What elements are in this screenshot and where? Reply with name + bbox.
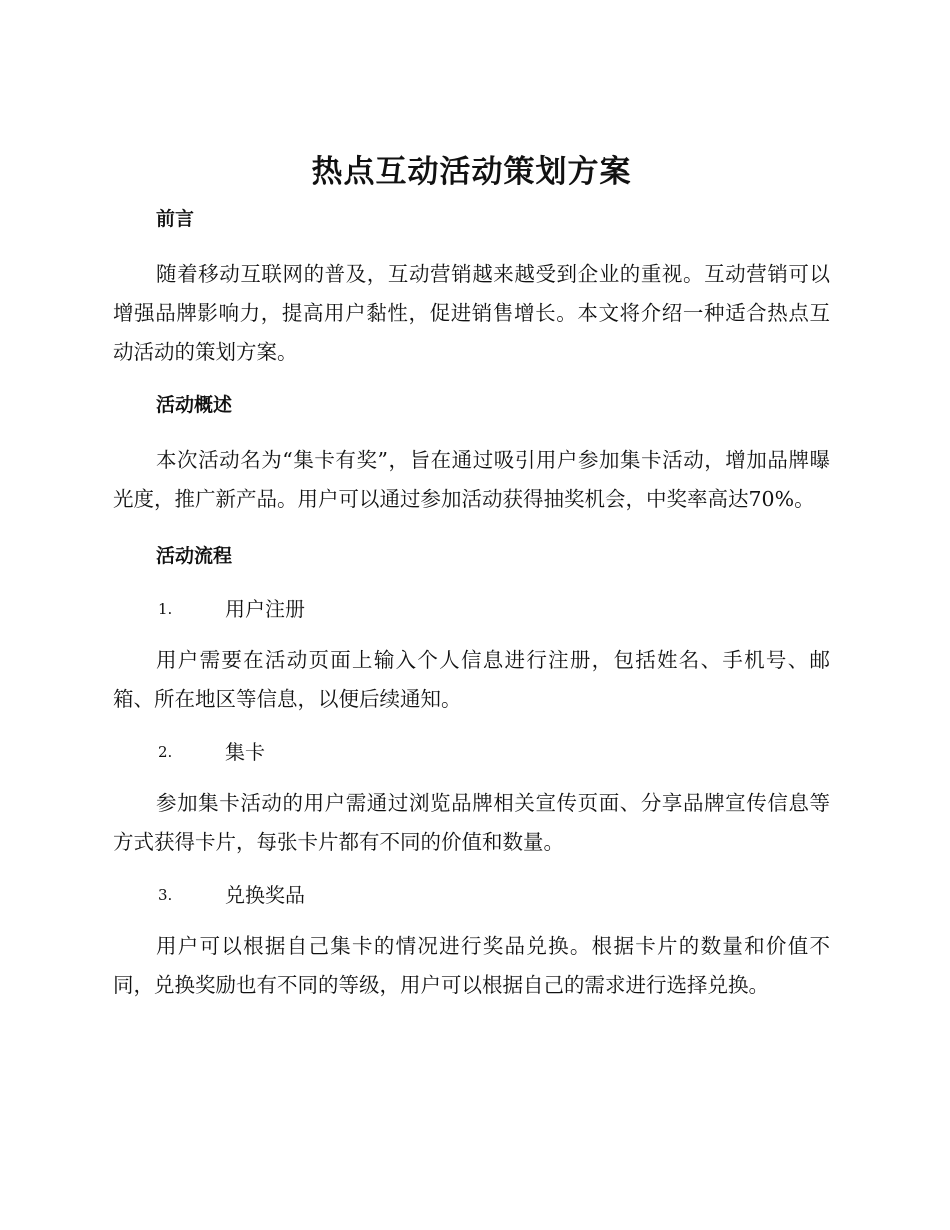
section-heading-overview: 活动概述 <box>156 394 233 416</box>
step-2-paragraph: 参加集卡活动的用户需通过浏览品牌相关宣传页面、分享品牌宣传信息等方式获得卡片，每张卡片都有不同的价值和数量。 <box>113 791 830 854</box>
step-number: 1. <box>158 600 173 618</box>
section-heading-process: 活动流程 <box>156 545 233 567</box>
step-number: 3. <box>158 886 173 904</box>
document-body <box>113 150 830 1005</box>
step-1-paragraph: 用户需要在活动页面上输入个人信息进行注册，包括姓名、手机号、邮箱、所在地区等信息，以便后续通知。 <box>113 648 830 711</box>
step-label: 集卡 <box>225 740 265 764</box>
step-label: 用户注册 <box>225 597 305 621</box>
step-label: 兑换奖品 <box>225 883 305 907</box>
process-step-1 <box>113 595 830 623</box>
process-step-2 <box>113 738 830 766</box>
process-step-3 <box>113 881 830 909</box>
step-number: 2. <box>158 743 173 761</box>
overview-paragraph: 本次活动名为“集卡有奖”，旨在通过吸引用户参加集卡活动，增加品牌曝光度，推广新产品。用户可以通过参加活动获得抽奖机会，中奖率高达70%。 <box>113 448 830 511</box>
step-3-paragraph: 用户可以根据自己集卡的情况进行奖品兑换。根据卡片的数量和价值不同，兑换奖励也有不同的等级，用户可以根据自己的需求进行选择兑换。 <box>113 934 830 997</box>
section-heading-preface: 前言 <box>156 208 195 230</box>
preface-paragraph: 随着移动互联网的普及，互动营销越来越受到企业的重视。互动营销可以增强品牌影响力，提高用户黏性，促进销售增长。本文将介绍一种适合热点互动活动的策划方案。 <box>113 262 830 364</box>
document-title: 热点互动活动策划方案 <box>311 154 632 190</box>
